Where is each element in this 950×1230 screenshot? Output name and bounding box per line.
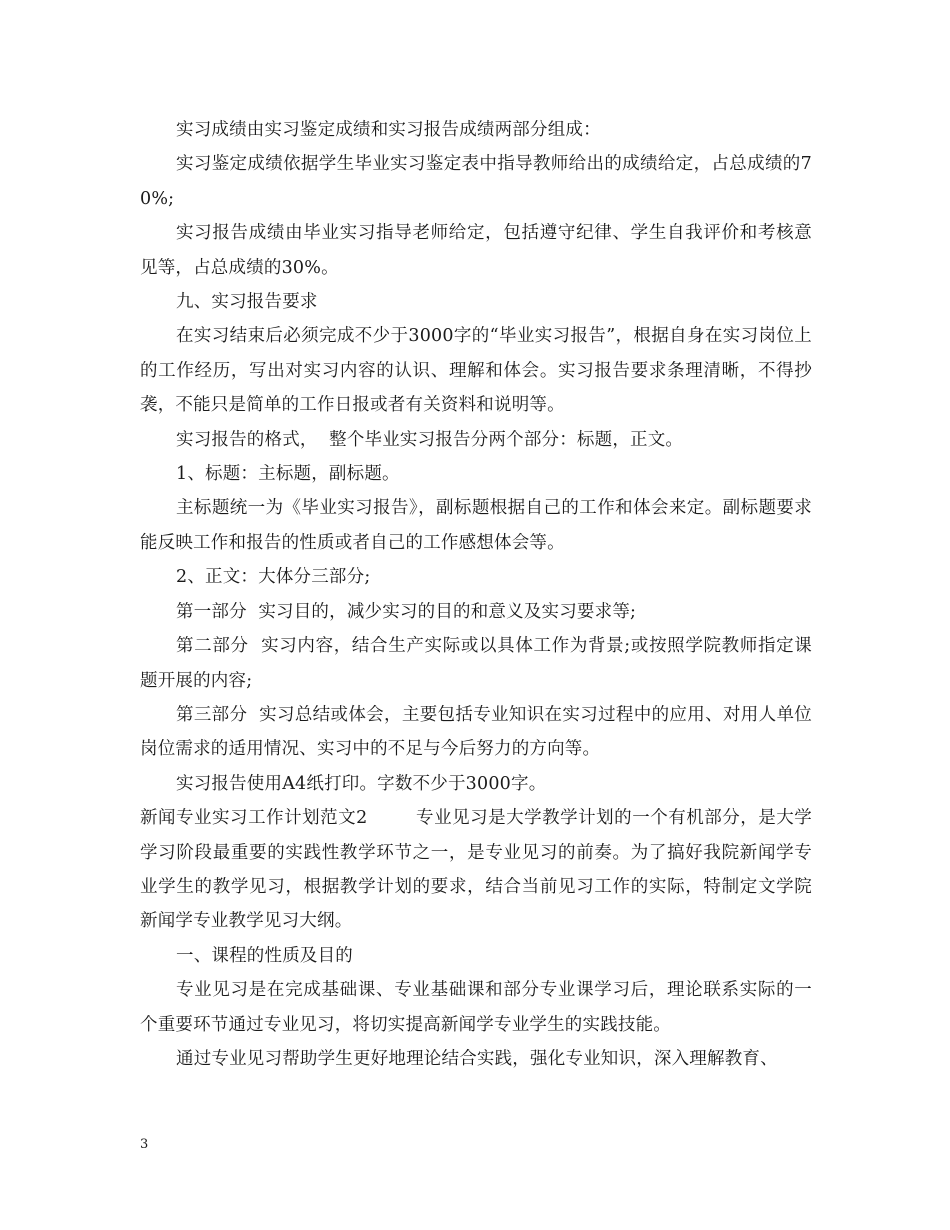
paragraph: 主标题统一为《毕业实习报告》，副标题根据自己的工作和体会来定。副标题要求能反映工作和报告的性质或者自己的工作感想体会等。 — [140, 498, 812, 553]
paragraph: 实习报告的格式， 整个毕业实习报告分两个部分：标题，正文。 — [176, 429, 684, 450]
paragraph: 第一部分 实习目的，减少实习的目的和意义及实习要求等; — [176, 601, 637, 622]
paragraph: 通过专业见习帮助学生更好地理论结合实践，强化专业知识，深入理解教育、 — [176, 1048, 778, 1069]
paragraph: 第二部分 实习内容，结合生产实际或以具体工作为背景;或按照学院教师指定课题开展的内容; — [140, 636, 812, 691]
paragraph: 实习报告成绩由毕业实习指导老师给定，包括遵守纪律、学生自我评价和考核意见等，占总成绩的30%。 — [140, 223, 812, 278]
paragraph: 新闻专业实习工作计划范文2 专业见习是大学教学计划的一个有机部分，是大学学习阶段最重要的实践性教学环节之一，是专业见习的前奏。为了搞好我院新闻学专业学生的教学见习，根据教学计划的要求，结合当前见习工作的实际，特制定文学院新闻学专业教学见习大纲。 — [140, 808, 812, 932]
document-body — [140, 113, 812, 1076]
paragraph: 第三部分 实习总结或体会，主要包括专业知识在实习过程中的应用、对用人单位岗位需求的适用情况、实习中的不足与今后努力的方向等。 — [140, 704, 812, 760]
paragraph: 专业见习是在完成基础课、专业基础课和部分专业课学习后，理论联系实际的一个重要环节通过专业见习，将切实提高新闻学专业学生的实践技能。 — [140, 980, 812, 1035]
paragraph: 在实习结束后必须完成不少于3000字的“毕业实习报告”，根据自身在实习岗位上的工作经历，写出对实习内容的认识、理解和体会。实习报告要求条理清晰，不得抄袭，不能只是简单的工作日报或者有关资料和说明等。 — [140, 326, 812, 416]
paragraph: 实习成绩由实习鉴定成绩和实习报告成绩两部分组成： — [176, 120, 601, 140]
paragraph: 1、标题：主标题，副标题。 — [176, 464, 400, 485]
paragraph: 实习鉴定成绩依据学生毕业实习鉴定表中指导教师给出的成绩给定，占总成绩的70%; — [140, 154, 812, 209]
page-number: 3 — [140, 1137, 149, 1152]
paragraph: 实习报告使用A4纸打印。字数不少于3000字。 — [176, 773, 547, 794]
paragraph: 2、正文：大体分三部分; — [176, 567, 371, 588]
section-heading: 一、课程的性质及目的 — [176, 945, 353, 966]
section-heading: 九、实习报告要求 — [176, 292, 318, 313]
